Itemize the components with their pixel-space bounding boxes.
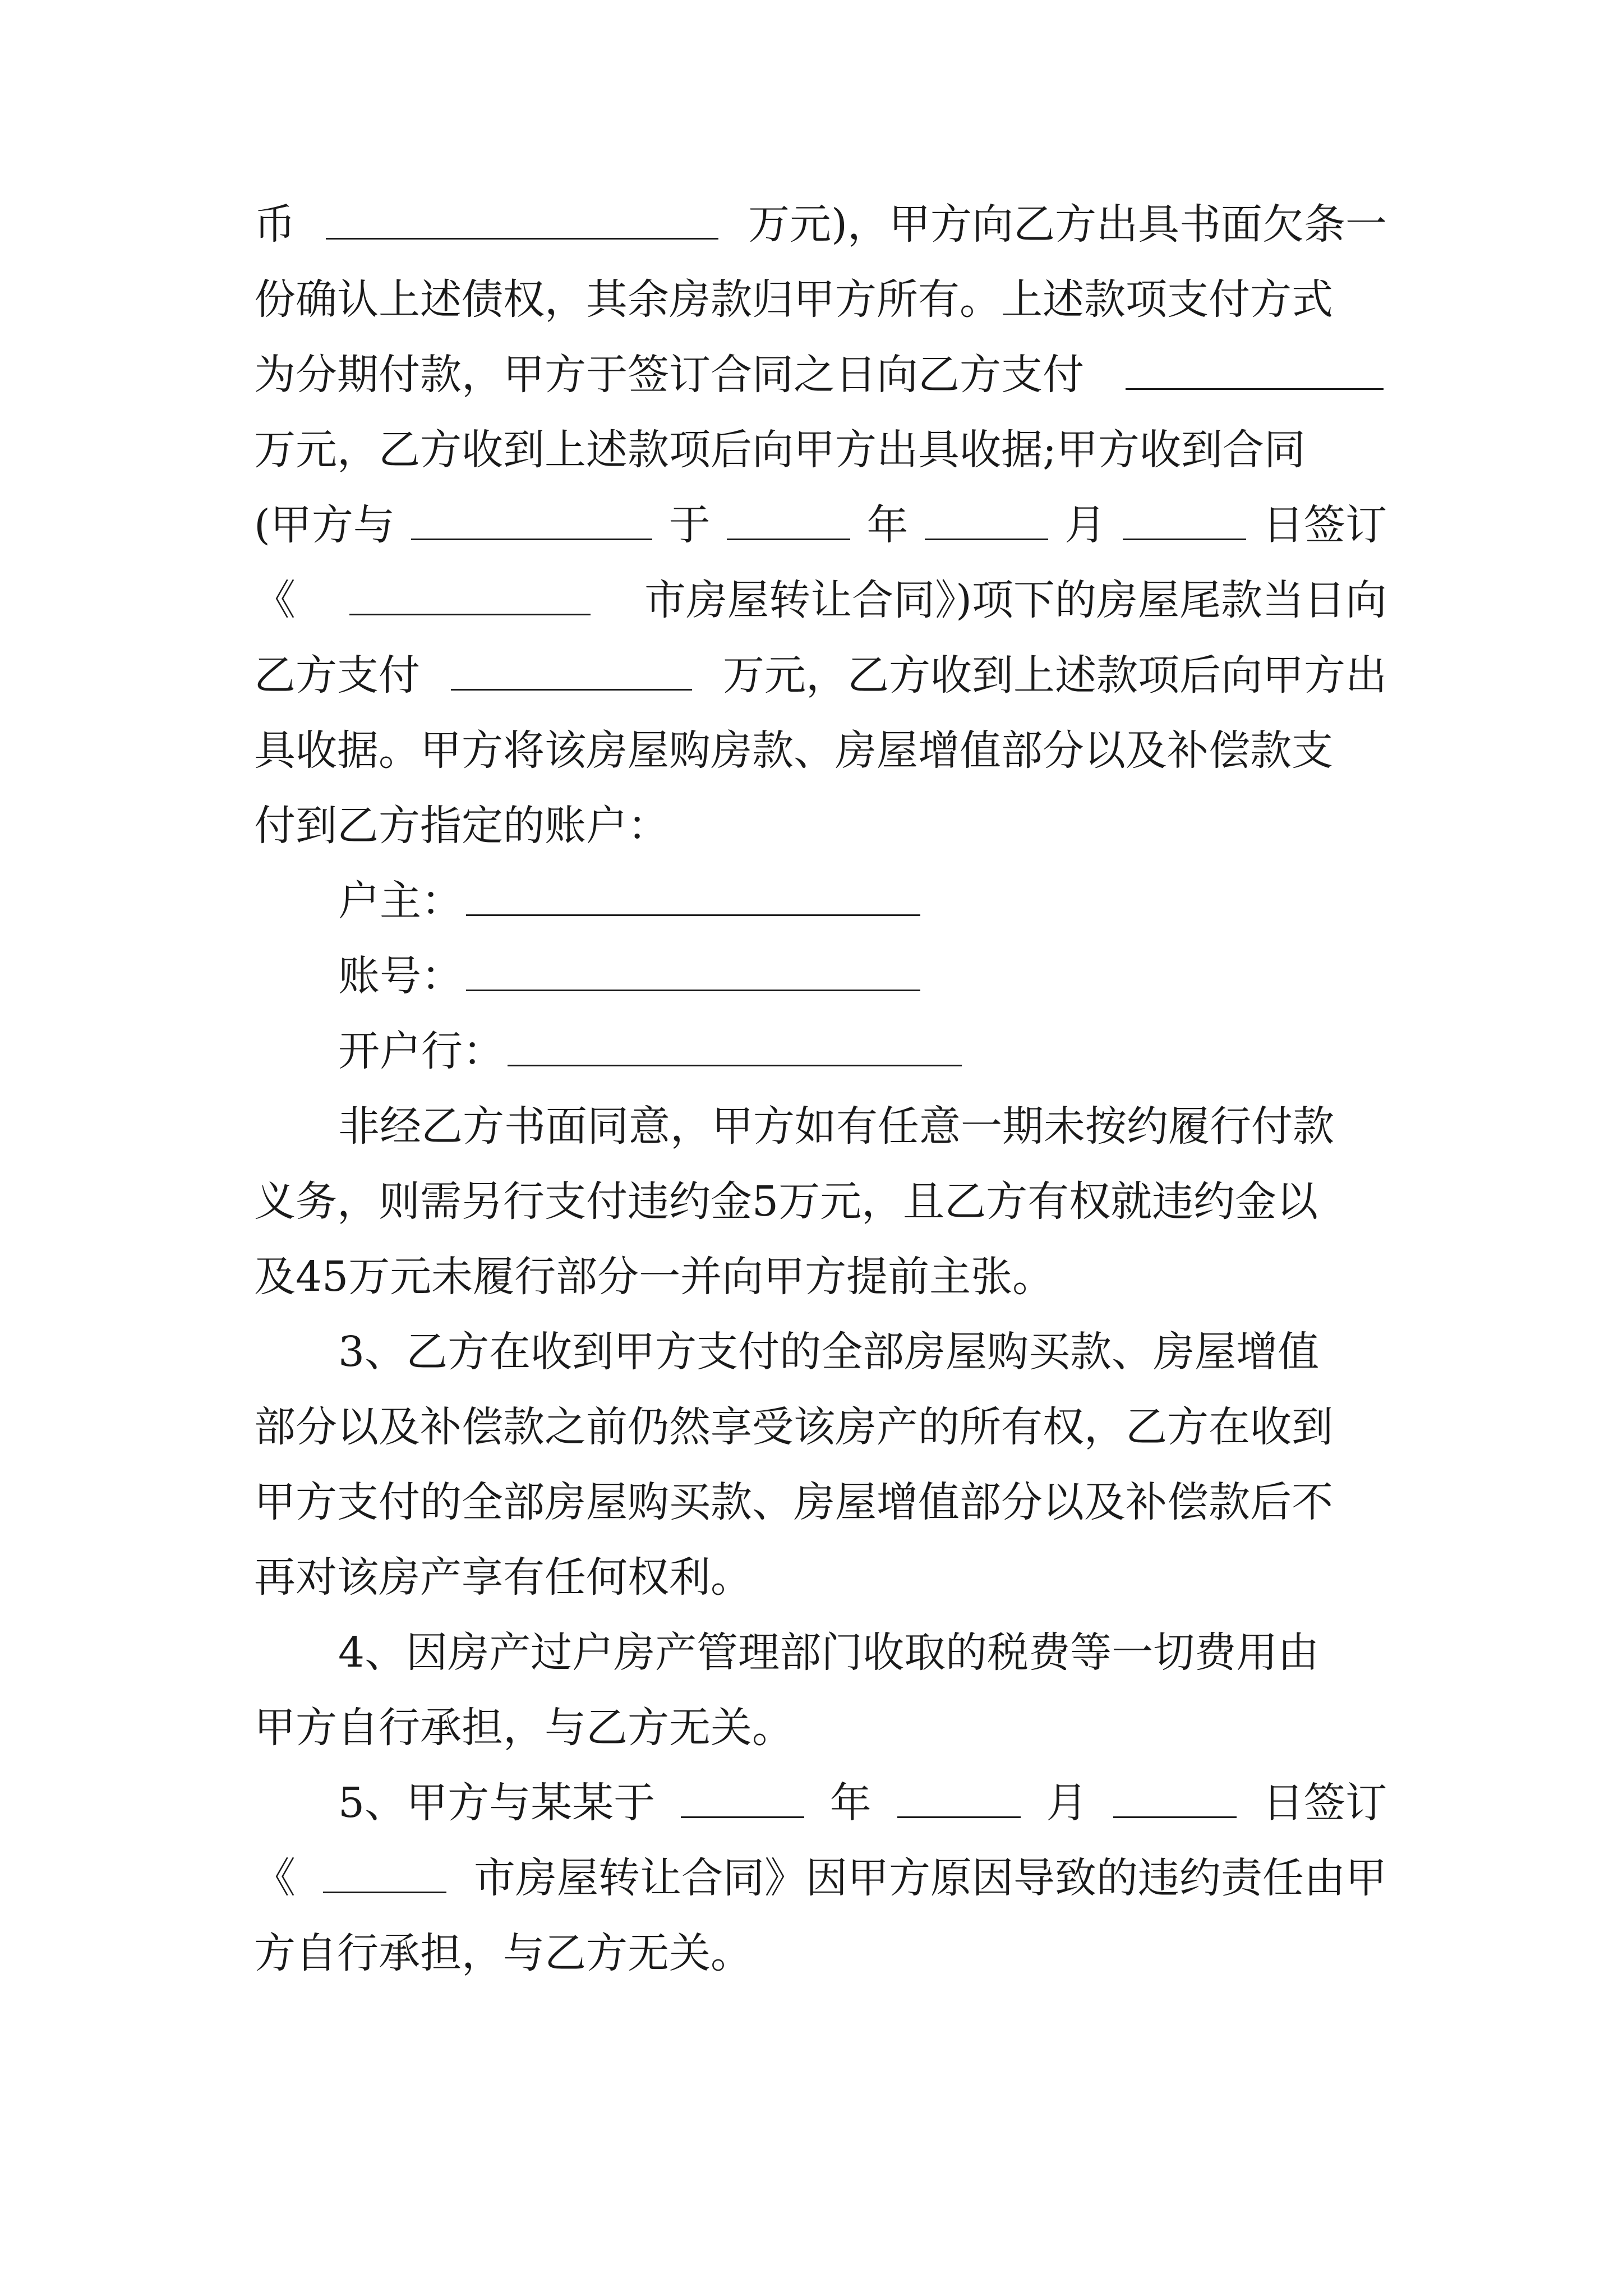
text-segment: 于	[668, 501, 711, 549]
fill-in-blank[interactable]	[411, 504, 652, 540]
text-segment: 付到乙方指定的账户：	[254, 802, 669, 850]
text-segment: 日签订	[1262, 501, 1387, 549]
fill-in-blank[interactable]	[349, 579, 591, 615]
clause-3-line-2	[254, 1399, 1387, 1455]
bank-blank[interactable]	[508, 1030, 962, 1066]
text-segment: 为分期付款，甲方于签订合同之日向乙方支付	[254, 351, 1084, 399]
text-segment: 市房屋转让合同》)项下的房屋尾款当日向	[644, 576, 1387, 624]
account-number-blank[interactable]	[466, 955, 920, 991]
text-line-9	[254, 798, 1387, 854]
text-segment: 币	[254, 200, 296, 249]
fill-in-blank[interactable]	[897, 1782, 1021, 1818]
account-holder-label: 户主：	[338, 877, 463, 925]
text-segment: 《	[254, 1854, 296, 1902]
text-line-15	[254, 1249, 1387, 1305]
fill-in-blank[interactable]	[326, 203, 718, 240]
text-segment: 月	[1046, 1779, 1088, 1827]
clause-5-line-3	[254, 1925, 1387, 1981]
text-line-13	[254, 1098, 1387, 1154]
text-segment: 年	[866, 501, 909, 549]
text-segment: 方自行承担，与乙方无关。	[254, 1929, 752, 1977]
text-line-2	[254, 272, 1387, 328]
text-line-5	[254, 497, 1387, 553]
fill-in-blank[interactable]	[451, 654, 692, 691]
text-segment: 年	[829, 1779, 872, 1827]
fill-in-blank[interactable]	[323, 1857, 446, 1893]
fill-in-blank[interactable]	[925, 504, 1048, 540]
fill-in-blank[interactable]	[1113, 1782, 1237, 1818]
text-segment: 具收据。甲方将该房屋购房款、房屋增值部分以及补偿款支	[254, 726, 1333, 775]
text-segment: 义务，则需另行支付违约金5万元，且乙方有权就违约金以	[254, 1177, 1318, 1226]
text-segment: 万元，乙方收到上述款项后向甲方出具收据;甲方收到合同	[254, 426, 1306, 474]
text-line-6	[254, 572, 1387, 628]
clause-3-line-1	[254, 1324, 1387, 1380]
clause-3-line-3	[254, 1474, 1387, 1530]
text-segment: 5、甲方与某某于	[338, 1779, 656, 1827]
text-segment: 再对该房产享有任何权利。	[254, 1553, 752, 1602]
fill-in-blank[interactable]	[681, 1782, 804, 1818]
text-segment: 万元)，甲方向乙方出具书面欠条一	[748, 200, 1387, 249]
text-line-7	[254, 647, 1387, 703]
clause-5-line-2	[254, 1850, 1387, 1906]
text-segment: 份确认上述债权，其余房款归甲方所有。上述款项支付方式	[254, 275, 1333, 324]
account-holder-blank[interactable]	[466, 880, 920, 916]
bank-label: 开户行：	[338, 1027, 504, 1075]
text-line-1	[254, 196, 1387, 252]
text-segment: 甲方自行承担，与乙方无关。	[254, 1704, 794, 1752]
account-number-label: 账号：	[338, 952, 463, 1000]
text-segment: 非经乙方书面同意，甲方如有任意一期未按约履行付款	[338, 1102, 1334, 1151]
account-number-line	[254, 948, 1387, 1004]
text-segment: 月	[1064, 501, 1106, 549]
text-segment: 乙方支付	[254, 651, 420, 700]
clause-4-line-1	[254, 1625, 1387, 1681]
text-segment: 4、因房产过户房产管理部门收取的税费等一切费用由	[338, 1628, 1320, 1677]
text-segment: 部分以及补偿款之前仍然享受该房产的所有权，乙方在收到	[254, 1403, 1333, 1451]
text-line-8	[254, 723, 1387, 779]
text-segment: 《	[254, 576, 296, 624]
fill-in-blank[interactable]	[727, 504, 850, 540]
text-segment: 及45万元未履行部分一并向甲方提前主张。	[254, 1253, 1054, 1301]
clause-4-line-2	[254, 1700, 1387, 1756]
fill-in-blank[interactable]	[1123, 504, 1246, 540]
text-segment: 万元，乙方收到上述款项后向甲方出	[723, 651, 1387, 700]
text-segment: 日签订	[1262, 1779, 1387, 1827]
text-segment: 市房屋转让合同》因甲方原因导致的违约责任由甲	[474, 1854, 1387, 1902]
text-line-3	[254, 347, 1387, 403]
text-segment: 甲方支付的全部房屋购买款、房屋增值部分以及补偿款后不	[254, 1478, 1333, 1526]
text-line-14	[254, 1174, 1387, 1230]
bank-line	[254, 1023, 1387, 1079]
text-segment: (甲方与	[254, 501, 395, 549]
text-line-4	[254, 422, 1387, 478]
text-segment: 3、乙方在收到甲方支付的全部房屋购买款、房屋增值	[338, 1328, 1320, 1376]
account-holder-line	[254, 873, 1387, 929]
clause-5-line-1	[254, 1775, 1387, 1831]
clause-3-line-4	[254, 1549, 1387, 1605]
fill-in-blank[interactable]	[1126, 353, 1384, 390]
